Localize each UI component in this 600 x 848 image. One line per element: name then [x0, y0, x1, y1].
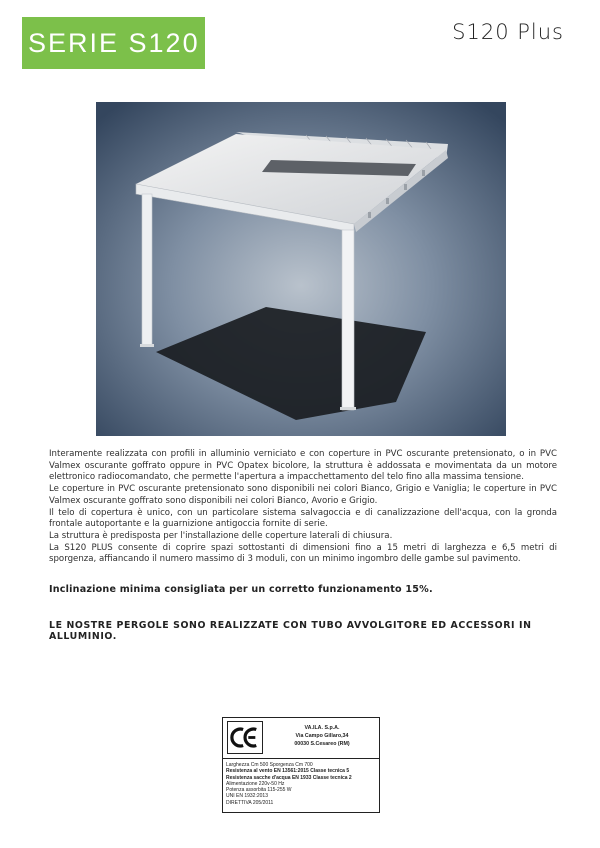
tagline: LE NOSTRE PERGOLE SONO REALIZZATE CON TUBO AVVOLGITORE ED ACCESSORI IN ALLUMINIO.	[49, 620, 532, 642]
ce-mark-icon	[227, 721, 263, 754]
pergola-render-image	[96, 102, 506, 436]
ce-specs	[223, 759, 379, 806]
description-paragraph: La struttura è predisposta per l'installazione delle coperture laterali di chiusura.	[49, 530, 393, 541]
spec-line: Alimentazione 220v-50 Hz	[226, 780, 285, 787]
ce-product-label	[222, 717, 380, 813]
spec-line: Resistenza al vento EN 13561:2015 Classe tecnica 5	[226, 768, 350, 775]
spec-line: DIRETTIVA 205/2011	[226, 799, 274, 806]
company-block	[267, 724, 377, 748]
description-paragraph: La S120 PLUS consente di coprire spazi sottostanti di dimensioni fino a 15 metri di larghezza e 6,5 metri di sporgenza, affiancando il numero massimo di 3 moduli, con un minimo ingombro delle gambe sul pavimento.	[49, 542, 557, 565]
spec-line: Potenza assorbita 115-255 W	[226, 787, 292, 794]
spec-line: Larghezza Cm 500 Sporgenza Cm 700	[226, 762, 313, 768]
description-paragraph: Le coperture in PVC oscurante pretensionato sono disponibili nei colori Bianco, Grigio e Vaniglia; le coperture in PVC Valmex oscurante goffrato sono disponibili nei colori Bianco, Avorio e Grigio.	[49, 484, 557, 506]
series-badge: SERIE S120	[22, 17, 205, 69]
description-text	[49, 449, 557, 566]
ce-mark-svg	[228, 722, 262, 753]
inclination-note: Inclinazione minima consigliata per un corretto funzionamento 15%.	[49, 584, 433, 595]
description-paragraph: Il telo di copertura è unico, con un particolare sistema salvagoccia e di canalizzazione dell'acqua, con la gronda frontale autoportante e la guarnizione antigoccia fornite di serie.	[49, 507, 557, 530]
description-paragraph: Interamente realizzata con profili in alluminio verniciato e con coperture in PVC oscurante pretensionato, o in PVC Valmex oscurante goffrato oppure in PVC Opatex bicolore, la struttura è addossata e movimentata da un motore elettronico radiocomandato, che permette l'apertura a impacchettamento del telo fino alla massima tensione.	[49, 449, 557, 483]
model-title: S120 Plus	[452, 20, 564, 44]
company-city: 00030 S.Cesareo (RM)	[294, 741, 350, 747]
company-address: Via Campo Gillaro,34	[295, 733, 349, 739]
company-name: VA.ILA. S.p.A.	[304, 725, 340, 731]
spec-line: Resistenza sacche d'acqua EN 1933 Classe tecnica 2	[226, 774, 352, 781]
pergola-render-svg	[96, 102, 506, 436]
spec-line: UNI EN 1932:2013	[226, 793, 268, 800]
ce-label-header	[223, 718, 379, 759]
